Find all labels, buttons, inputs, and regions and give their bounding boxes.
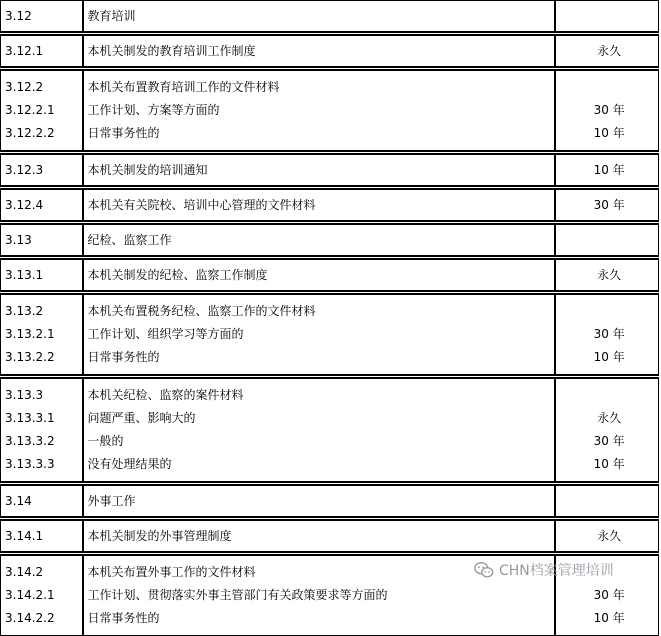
- code-text: 3.13.3.1: [5, 411, 55, 425]
- title-text: 本机关布置税务纪检、监察工作的文件材料: [87, 304, 316, 318]
- title-text: 日常事务性的: [87, 350, 160, 364]
- title-text: 本机关制发的纪检、监察工作制度: [87, 268, 268, 282]
- title-text: 一般的: [87, 434, 124, 448]
- period-text: 永久: [597, 44, 622, 58]
- period-text: 10 年: [593, 457, 625, 471]
- period-text: [560, 486, 658, 516]
- code-text: 3.13: [5, 233, 32, 247]
- table-row: [0, 154, 659, 186]
- code-cell: [0, 35, 83, 67]
- table-row: [0, 378, 659, 482]
- period-text: 10 年: [593, 126, 625, 140]
- period-text: 30 年: [593, 434, 625, 448]
- title-text: 工作计划、方案等方面的: [87, 103, 220, 117]
- period-text: [560, 300, 658, 323]
- title-text: 工作计划、贯彻落实外事主管部门有关政策要求等方面的: [87, 588, 388, 602]
- code-cell: [0, 224, 83, 256]
- title-text: 工作计划、组织学习等方面的: [87, 327, 244, 341]
- code-text: 3.12.2.2: [5, 126, 55, 140]
- code-text: 3.12.4: [5, 198, 44, 212]
- code-text: 3.14.2: [5, 565, 44, 579]
- period-cell: [555, 224, 659, 256]
- title-text: 没有处理结果的: [87, 457, 172, 471]
- code-text: 3.14.2.1: [5, 588, 55, 602]
- period-text: [560, 384, 658, 407]
- period-text: 30 年: [593, 103, 625, 117]
- title-cell: [83, 189, 556, 221]
- period-cell: [555, 378, 659, 482]
- period-cell: [555, 154, 659, 186]
- period-cell: [555, 259, 659, 291]
- title-cell: [83, 154, 556, 186]
- title-text: 本机关有关院校、培训中心管理的文件材料: [87, 198, 316, 212]
- period-cell: [555, 294, 659, 375]
- period-cell: [555, 0, 659, 32]
- table-row: [0, 0, 659, 32]
- period-cell: [555, 189, 659, 221]
- code-text: 3.13.3.2: [5, 434, 55, 448]
- table-row: [0, 259, 659, 291]
- title-text: 外事工作: [87, 494, 136, 508]
- watermark: [473, 559, 614, 581]
- code-text: 3.14.1: [5, 529, 44, 543]
- code-text: 3.13.2: [5, 304, 44, 318]
- title-text: 日常事务性的: [87, 611, 160, 625]
- code-text: 3.12.1: [5, 44, 44, 58]
- code-text: 3.14: [5, 494, 32, 508]
- code-text: 3.12.2.1: [5, 103, 55, 117]
- period-cell: [555, 485, 659, 517]
- period-cell: [555, 70, 659, 151]
- title-cell: [83, 378, 556, 482]
- title-cell: [83, 259, 556, 291]
- period-text: 10 年: [593, 163, 625, 177]
- code-cell: [0, 189, 83, 221]
- title-cell: [83, 70, 556, 151]
- code-text: 3.14.2.2: [5, 611, 55, 625]
- period-text: [560, 1, 658, 31]
- title-cell: [83, 224, 556, 256]
- title-text: 本机关制发的培训通知: [87, 163, 208, 177]
- period-text: 10 年: [593, 350, 625, 364]
- code-text: 3.12.2: [5, 80, 44, 94]
- title-text: 教育培训: [87, 9, 136, 23]
- title-text: 本机关布置外事工作的文件材料: [87, 565, 256, 579]
- code-cell: [0, 520, 83, 552]
- title-text: 日常事务性的: [87, 126, 160, 140]
- table-row: [0, 520, 659, 552]
- title-cell: [83, 0, 556, 32]
- code-cell: [0, 378, 83, 482]
- title-text: 本机关制发的教育培训工作制度: [87, 44, 256, 58]
- period-text: [560, 76, 658, 99]
- period-text: 30 年: [593, 327, 625, 341]
- period-text: 永久: [597, 268, 622, 282]
- table-row: [0, 189, 659, 221]
- period-text: 10 年: [593, 611, 625, 625]
- title-text: 问题严重、影响大的: [87, 411, 196, 425]
- title-text: 本机关布置教育培训工作的文件材料: [87, 80, 280, 94]
- title-cell: [83, 520, 556, 552]
- period-text: 30 年: [593, 588, 625, 602]
- table-row: [0, 294, 659, 375]
- period-text: 30 年: [593, 198, 625, 212]
- code-cell: [0, 70, 83, 151]
- code-text: 3.13.2.2: [5, 350, 55, 364]
- code-cell: [0, 485, 83, 517]
- table-row: [0, 224, 659, 256]
- code-cell: [0, 555, 83, 636]
- watermark-text: CHN档案管理培训: [499, 563, 614, 579]
- title-cell: [83, 294, 556, 375]
- code-cell: [0, 294, 83, 375]
- table-row: [0, 70, 659, 151]
- title-text: 纪检、监察工作: [87, 233, 172, 247]
- title-text: 本机关纪检、监察的案件材料: [87, 388, 244, 402]
- code-text: 3.12: [5, 9, 32, 23]
- period-text: 永久: [597, 411, 622, 425]
- code-text: 3.13.2.1: [5, 327, 55, 341]
- title-cell: [83, 485, 556, 517]
- code-text: 3.13.3.3: [5, 457, 55, 471]
- table-row: [0, 35, 659, 67]
- code-cell: [0, 259, 83, 291]
- period-text: 永久: [597, 529, 622, 543]
- table-row: [0, 485, 659, 517]
- period-text: [560, 225, 658, 255]
- title-cell: [83, 35, 556, 67]
- title-text: 本机关制发的外事管理制度: [87, 529, 232, 543]
- period-cell: [555, 520, 659, 552]
- code-text: 3.12.3: [5, 163, 44, 177]
- code-cell: [0, 0, 83, 32]
- code-cell: [0, 154, 83, 186]
- code-text: 3.13.1: [5, 268, 44, 282]
- code-text: 3.13.3: [5, 388, 44, 402]
- period-cell: [555, 35, 659, 67]
- wechat-icon: [473, 559, 495, 581]
